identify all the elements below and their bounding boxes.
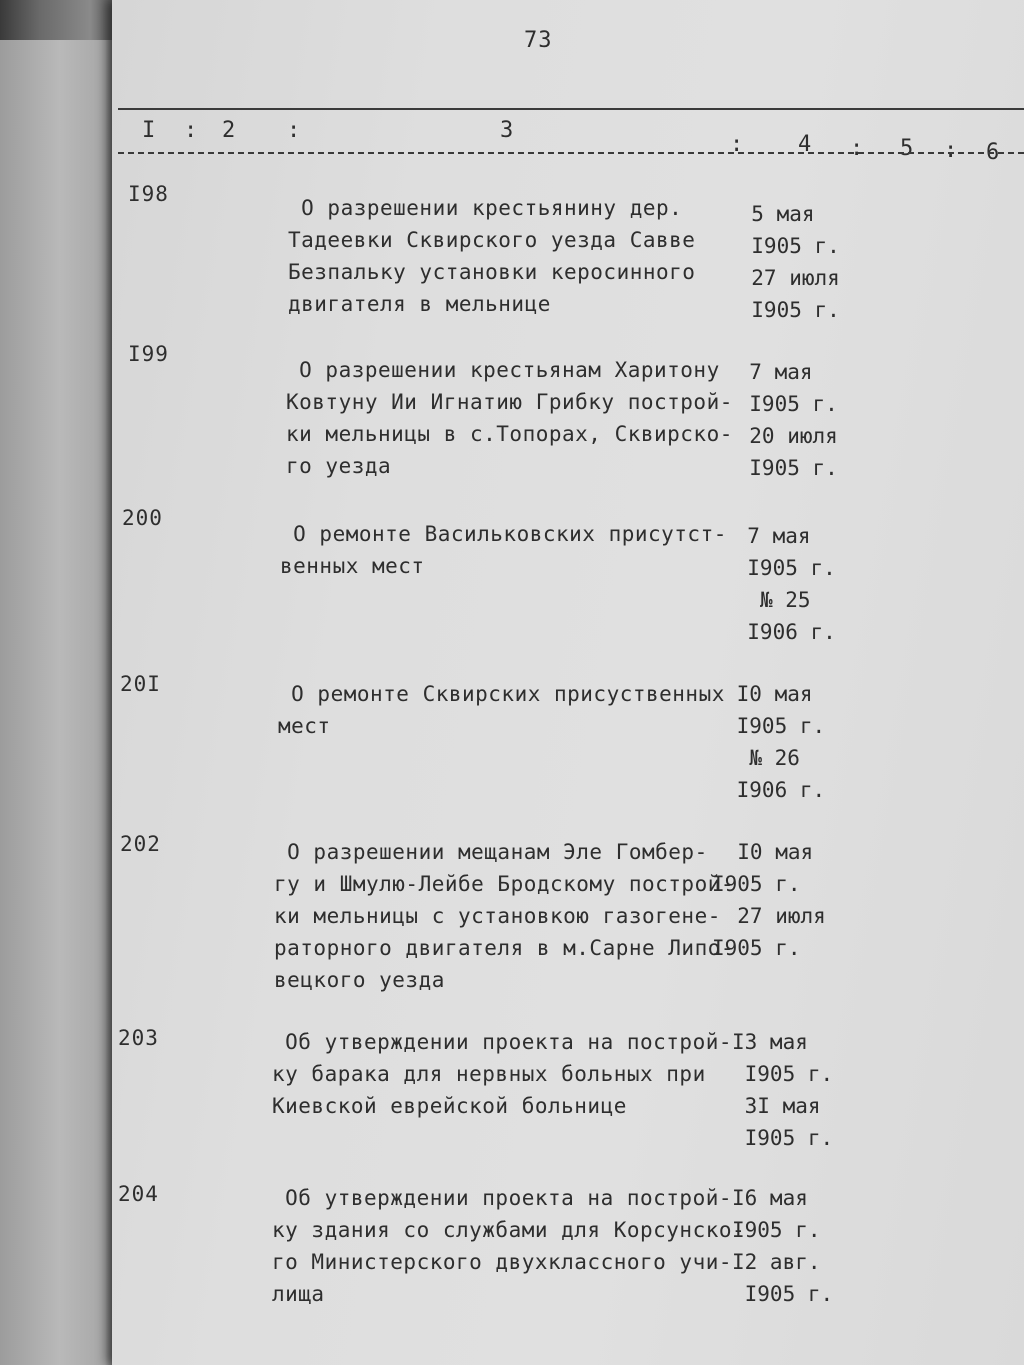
underlying-page-edge <box>0 40 118 1365</box>
entry-text-line: Киевской еврейской больнице <box>272 1094 627 1118</box>
entry-text-line: Безпальку установки керосинного <box>288 260 696 284</box>
document-page <box>112 0 1024 1365</box>
column-header-3: 3 <box>500 118 514 143</box>
entry-text-line: Об утверждении проекта на построй- <box>272 1030 733 1054</box>
entry-date-line: I905 г. <box>712 936 801 960</box>
entry-dates <box>724 356 838 484</box>
entry-text-line: ки мельницы в с.Топорах, Сквирско- <box>286 422 733 446</box>
entry-text-line: О разрешении крестьянину дер. <box>288 196 683 220</box>
entry-date-line: I905 г. <box>722 556 836 580</box>
entry-text-line: вецкого уезда <box>274 968 445 992</box>
entry-date-line: 20 июля <box>724 424 838 448</box>
entry-date-line: I3 мая <box>732 1030 808 1054</box>
entry-date-line: I905 г. <box>724 714 826 738</box>
entry-number: I99 <box>128 342 169 366</box>
entry-text-line: го уезда <box>286 454 392 478</box>
entry-date-line: I0 мая <box>712 840 814 864</box>
entry-date-line: I905 г. <box>712 872 801 896</box>
column-header-separator: : <box>287 118 301 143</box>
entry-date-line: 27 июля <box>712 904 826 928</box>
entry-description <box>274 836 744 996</box>
entry-date-line: I2 авг. <box>732 1250 821 1274</box>
entry-number: 200 <box>122 506 163 530</box>
entry-text-line: мест <box>278 714 331 738</box>
entry-date-line: № 26 <box>724 746 800 770</box>
entry-number: 204 <box>118 1182 159 1206</box>
entry-number: I98 <box>128 182 169 206</box>
column-header-separator: : <box>730 132 744 157</box>
entry-text-line: ки мельницы с установкою газогене- <box>274 904 721 928</box>
entry-text-line: раторного двигателя в м.Сарне Липо- <box>274 936 735 960</box>
entry-text-line: лища <box>272 1282 325 1306</box>
entry-text-line: О ремонте Васильковских присутст- <box>280 522 727 546</box>
entry-dates <box>724 678 834 806</box>
entry-dates <box>726 198 840 326</box>
entry-number: 203 <box>118 1026 159 1050</box>
entry-date-line: I905 г. <box>732 1282 834 1306</box>
entry-text-line: Об утверждении проекта на построй- <box>272 1186 733 1210</box>
entry-description <box>272 1182 746 1310</box>
entry-text-line: гу и Шмулю-Лейбе Бродскому построй- <box>274 872 735 896</box>
entry-date-line: 27 июля <box>726 266 840 290</box>
entry-date-line: I905 г. <box>726 234 840 258</box>
entry-description <box>280 518 750 582</box>
entry-text-line: двигателя в мельнице <box>288 292 551 316</box>
entry-dates <box>722 520 836 648</box>
entry-date-line: 3I мая <box>732 1094 821 1118</box>
entry-date-line: I906 г. <box>722 620 836 644</box>
entry-dates <box>732 1026 842 1154</box>
entry-text-line: ку барака для нервных больных при <box>272 1062 706 1086</box>
column-header-4: 4 <box>798 132 812 157</box>
entry-text-line: Ковтуну Ии Игнатию Грибку построй- <box>286 390 733 414</box>
column-header-separator: : <box>184 118 198 143</box>
entry-text-line: О ремонте Сквирских присуственных <box>278 682 725 706</box>
entry-date-line: I6 мая <box>732 1186 808 1210</box>
column-header-separator: : <box>850 136 864 161</box>
column-header-5: 5 <box>900 136 914 161</box>
entry-number: 202 <box>120 832 161 856</box>
entry-dates <box>732 1182 842 1310</box>
entry-description <box>272 1026 742 1122</box>
entry-text-line: го Министерского двухклассного учи- <box>272 1250 733 1274</box>
entry-date-line: I905 г. <box>724 456 838 480</box>
entry-date-line: I906 г. <box>724 778 826 802</box>
entry-text-line: венных мест <box>280 554 425 578</box>
entry-date-line: I0 мая <box>724 682 813 706</box>
entry-description <box>288 192 758 320</box>
entry-date-line: I905 г. <box>724 392 838 416</box>
entry-date-line: I905 г. <box>732 1126 834 1150</box>
page-number: 73 <box>524 28 553 53</box>
entry-date-line: I905 г. <box>726 298 840 322</box>
entry-date-line: 5 мая <box>726 202 815 226</box>
entry-date-line: № 25 <box>722 588 811 612</box>
entry-date-line: I905 г. <box>732 1218 821 1242</box>
entry-text-line: О разрешении мещанам Эле Гомбер- <box>274 840 708 864</box>
entry-date-line: 7 мая <box>722 524 811 548</box>
entry-dates <box>712 836 826 964</box>
entry-description <box>286 354 756 482</box>
header-rule-top <box>118 108 1024 110</box>
column-header-6: 6 <box>986 140 1000 165</box>
column-header-2: 2 <box>222 118 236 143</box>
entry-date-line: 7 мая <box>724 360 813 384</box>
entry-description <box>278 678 748 742</box>
entry-date-line: I905 г. <box>732 1062 834 1086</box>
column-header-1: I <box>142 118 156 143</box>
entry-text-line: ку здания со службами для Корсунско- <box>272 1218 746 1242</box>
entry-text-line: Тадеевки Сквирского уезда Савве <box>288 228 696 252</box>
column-header-separator: : <box>944 138 958 163</box>
header-rule-bottom <box>118 152 1024 154</box>
entry-number: 20I <box>120 672 161 696</box>
entry-text-line: О разрешении крестьянам Харитону <box>286 358 720 382</box>
